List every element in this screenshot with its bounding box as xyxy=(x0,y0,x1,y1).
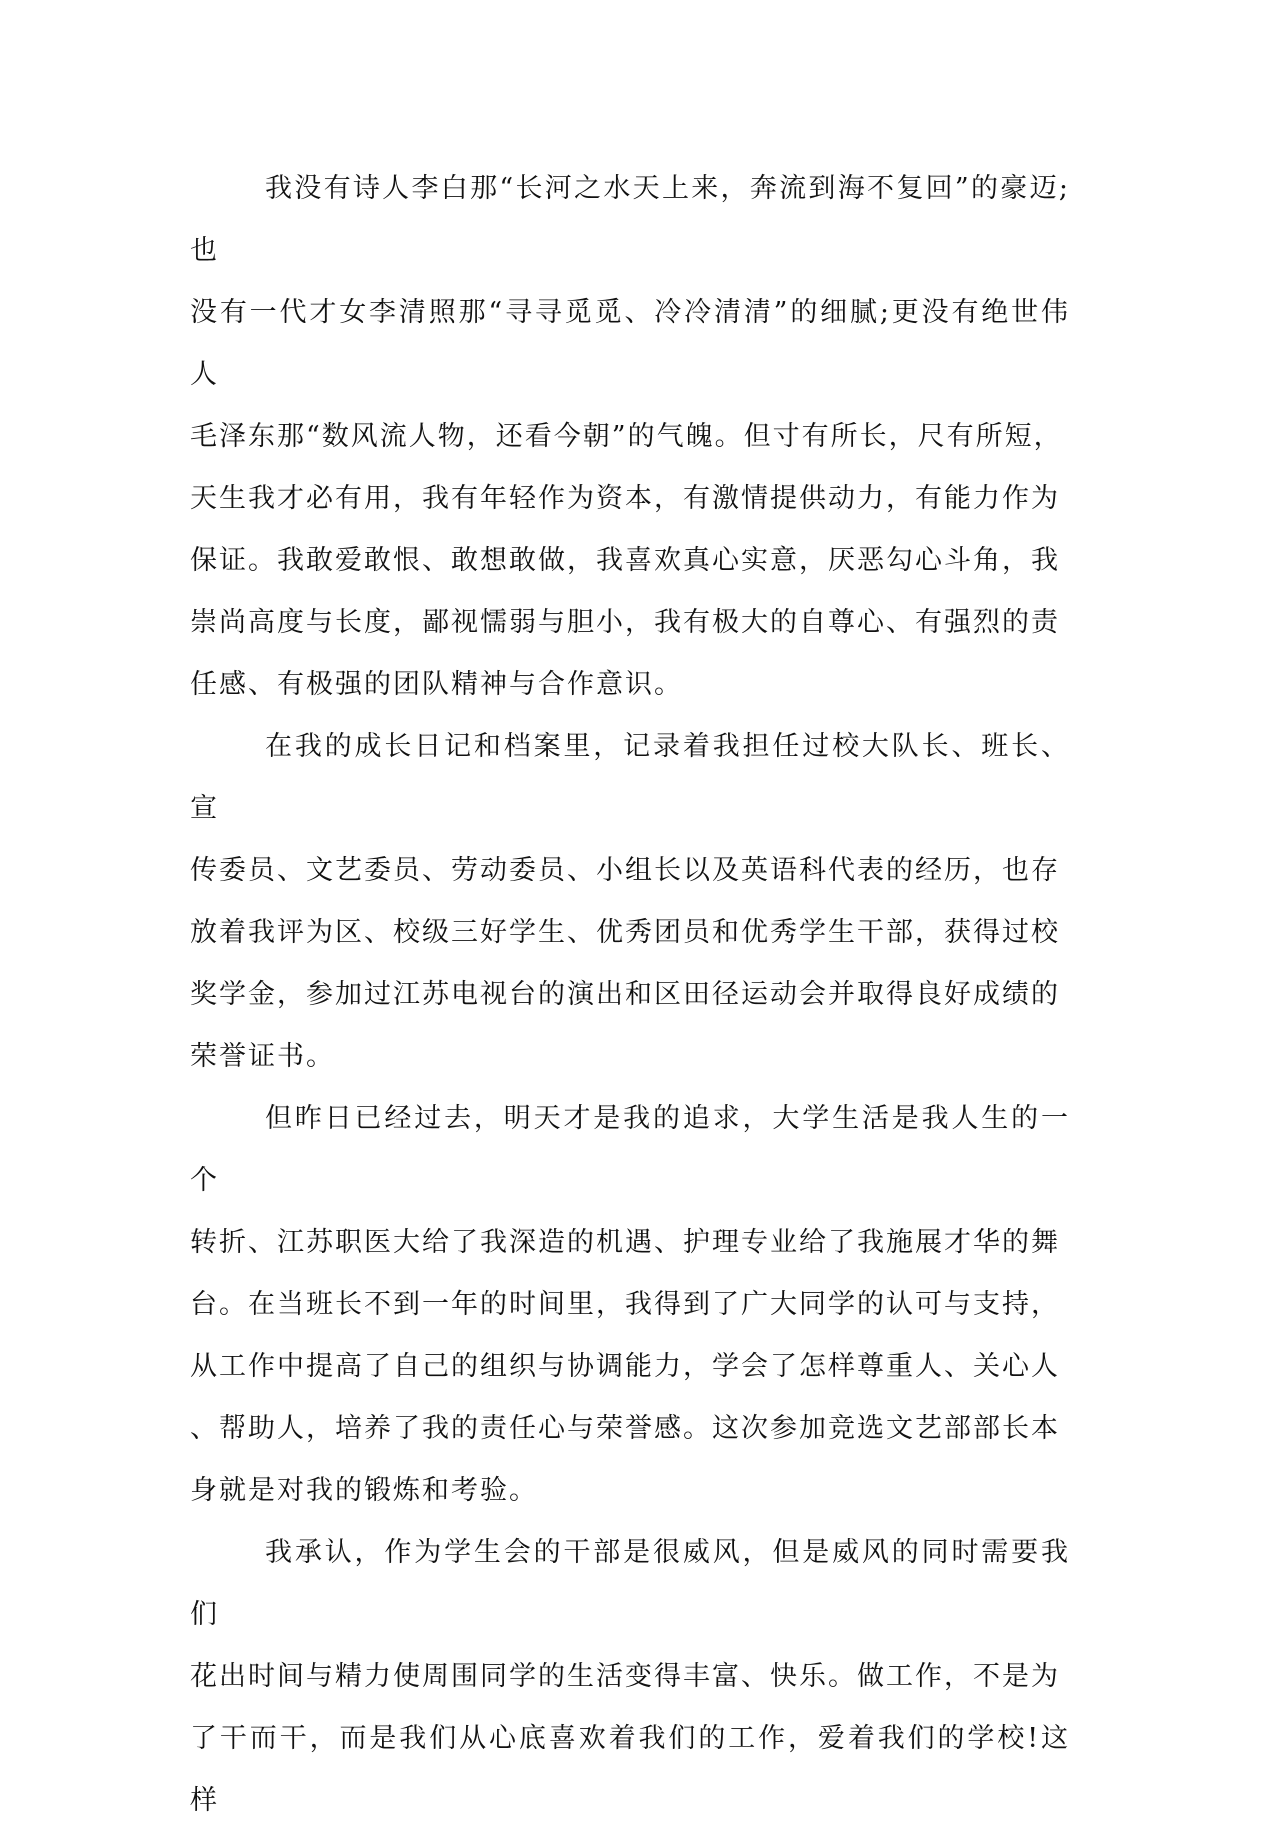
text-line: 天生我才必有用，我有年轻作为资本，有激情提供动力，有能力作为 xyxy=(190,483,1060,514)
text-line: 转折、江苏职医大给了我深造的机遇、护理专业给了我施展才华的舞 xyxy=(190,1227,1060,1258)
text-line: 荣誉证书。 xyxy=(190,1041,335,1072)
text-line: 放着我评为区、校级三好学生、优秀团员和优秀学生干部，获得过校 xyxy=(190,917,1060,948)
text-line: 没有一代才女李清照那“寻寻觅觅、冷冷清清”的细腻;更没有绝世伟人 xyxy=(190,297,1070,390)
text-line: 、帮助人，培养了我的责任心与荣誉感。这次参加竞选文艺部部长本 xyxy=(190,1413,1060,1444)
text-line: 我承认，作为学生会的干部是很威风，但是威风的同时需要我们 xyxy=(190,1537,1070,1630)
text-line: 在我的成长日记和档案里，记录着我担任过校大队长、班长、宣 xyxy=(190,731,1070,824)
text-line: 崇尚高度与长度，鄙视懦弱与胆小，我有极大的自尊心、有强烈的责 xyxy=(190,607,1060,638)
paragraph-4 xyxy=(190,1522,1070,1832)
text-line: 传委员、文艺委员、劳动委员、小组长以及英语科代表的经历，也存 xyxy=(190,855,1060,886)
text-line: 身就是对我的锻炼和考验。 xyxy=(190,1475,538,1506)
text-line: 保证。我敢爱敢恨、敢想敢做，我喜欢真心实意，厌恶勾心斗角，我 xyxy=(190,545,1060,576)
text-line: 了干而干，而是我们从心底喜欢着我们的工作，爱着我们的学校!这样 xyxy=(190,1723,1070,1816)
text-line: 毛泽东那“数风流人物，还看今朝”的气魄。但寸有所长，尺有所短， xyxy=(190,421,1063,452)
text-line: 任感、有极强的团队精神与合作意识。 xyxy=(190,669,683,700)
document-page xyxy=(190,158,1070,1832)
paragraph-1 xyxy=(190,158,1070,716)
text-line: 花出时间与精力使周围同学的生活变得丰富、快乐。做工作，不是为 xyxy=(190,1661,1060,1692)
text-line: 奖学金，参加过江苏电视台的演出和区田径运动会并取得良好成绩的 xyxy=(190,979,1060,1010)
text-line: 但昨日已经过去，明天才是我的追求，大学生活是我人生的一个 xyxy=(190,1103,1070,1196)
text-line: 我没有诗人李白那“长河之水天上来，奔流到海不复回”的豪迈;也 xyxy=(190,173,1070,266)
paragraph-3 xyxy=(190,1088,1070,1522)
paragraph-2 xyxy=(190,716,1070,1088)
text-line: 台。在当班长不到一年的时间里，我得到了广大同学的认可与支持， xyxy=(190,1289,1060,1320)
text-line: 从工作中提高了自己的组织与协调能力，学会了怎样尊重人、关心人 xyxy=(190,1351,1060,1382)
